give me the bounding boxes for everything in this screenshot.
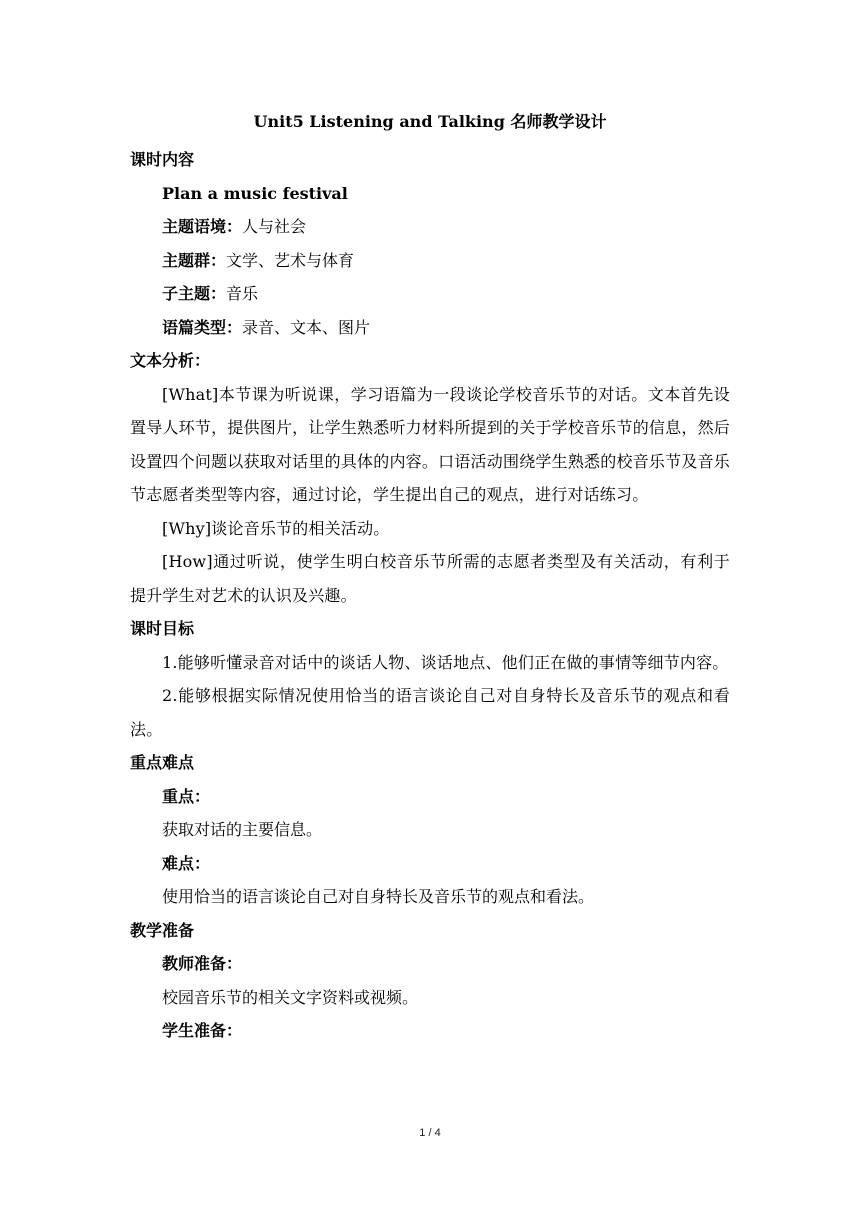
student-prep-label: 学生准备： xyxy=(162,1021,243,1040)
section-heading-key-points: 重点难点 xyxy=(130,753,195,772)
key-point-value: 获取对话的主要信息。 xyxy=(162,820,323,839)
theme-context-value: 人与社会 xyxy=(242,217,307,236)
theme-group-label: 主题群： xyxy=(162,250,227,270)
sub-theme-label: 子主题： xyxy=(162,284,227,303)
teacher-prep-value: 校园音乐节的相关文字资料或视频。 xyxy=(162,987,419,1007)
sub-theme-row xyxy=(130,277,730,311)
text-type-label: 语篇类型： xyxy=(162,317,243,337)
text-analysis-how: [How]通过听说，使学生明白校音乐节所需的志愿者类型及有关活动，有利于提升学生对艺术的认识及兴趣。 xyxy=(130,552,730,605)
section-heading-text-analysis: 文本分析： xyxy=(130,351,211,370)
objective-item-2: 2.能够根据实际情况使用恰当的语言谈论自己对自身特长及音乐节的观点和看法。 xyxy=(130,686,730,739)
section-heading-preparation: 教学准备 xyxy=(130,920,195,940)
text-type-value: 录音、文本、图片 xyxy=(242,317,371,337)
teacher-prep-label: 教师准备： xyxy=(162,954,243,973)
theme-group-value: 文学、艺术与体育 xyxy=(226,250,355,270)
objective-item-1: 1.能够听懂录音对话中的谈话人物、谈话地点、他们正在做的事情等细节内容。 xyxy=(162,652,729,672)
document-title: Unit5 Listening and Talking 名师教学设计 xyxy=(253,112,607,131)
theme-context-label: 主题语境： xyxy=(162,217,243,236)
lesson-topic: Plan a music festival xyxy=(162,183,348,203)
key-point-label: 重点： xyxy=(162,786,211,806)
theme-context-row xyxy=(130,210,730,244)
text-analysis-why: [Why]谈论音乐节的相关活动。 xyxy=(162,518,390,538)
text-type-row xyxy=(130,311,730,345)
difficulty-value: 使用恰当的语言谈论自己对自身特长及音乐节的观点和看法。 xyxy=(162,887,595,906)
section-heading-lesson-content: 课时内容 xyxy=(130,150,195,169)
theme-group-row xyxy=(130,244,730,278)
sub-theme-value: 音乐 xyxy=(226,284,259,303)
difficulty-label: 难点： xyxy=(162,853,211,873)
document-body xyxy=(130,143,730,1048)
page-number: 1 / 4 xyxy=(419,1127,441,1139)
text-analysis-what: [What]本节课为听说课，学习语篇为一段谈论学校音乐节的对话。文本首先设置导人环节，提供图片，让学生熟悉听力材料所提到的关于学校音乐节的信息，然后设置四个问题以获取对话里的具体的内容。口语活动围绕学生熟悉的校音乐节及音乐节志愿者类型等内容，通过讨论，学生提出自己的观点，进行对话练习。 xyxy=(130,384,730,504)
section-heading-objectives: 课时目标 xyxy=(130,619,195,638)
